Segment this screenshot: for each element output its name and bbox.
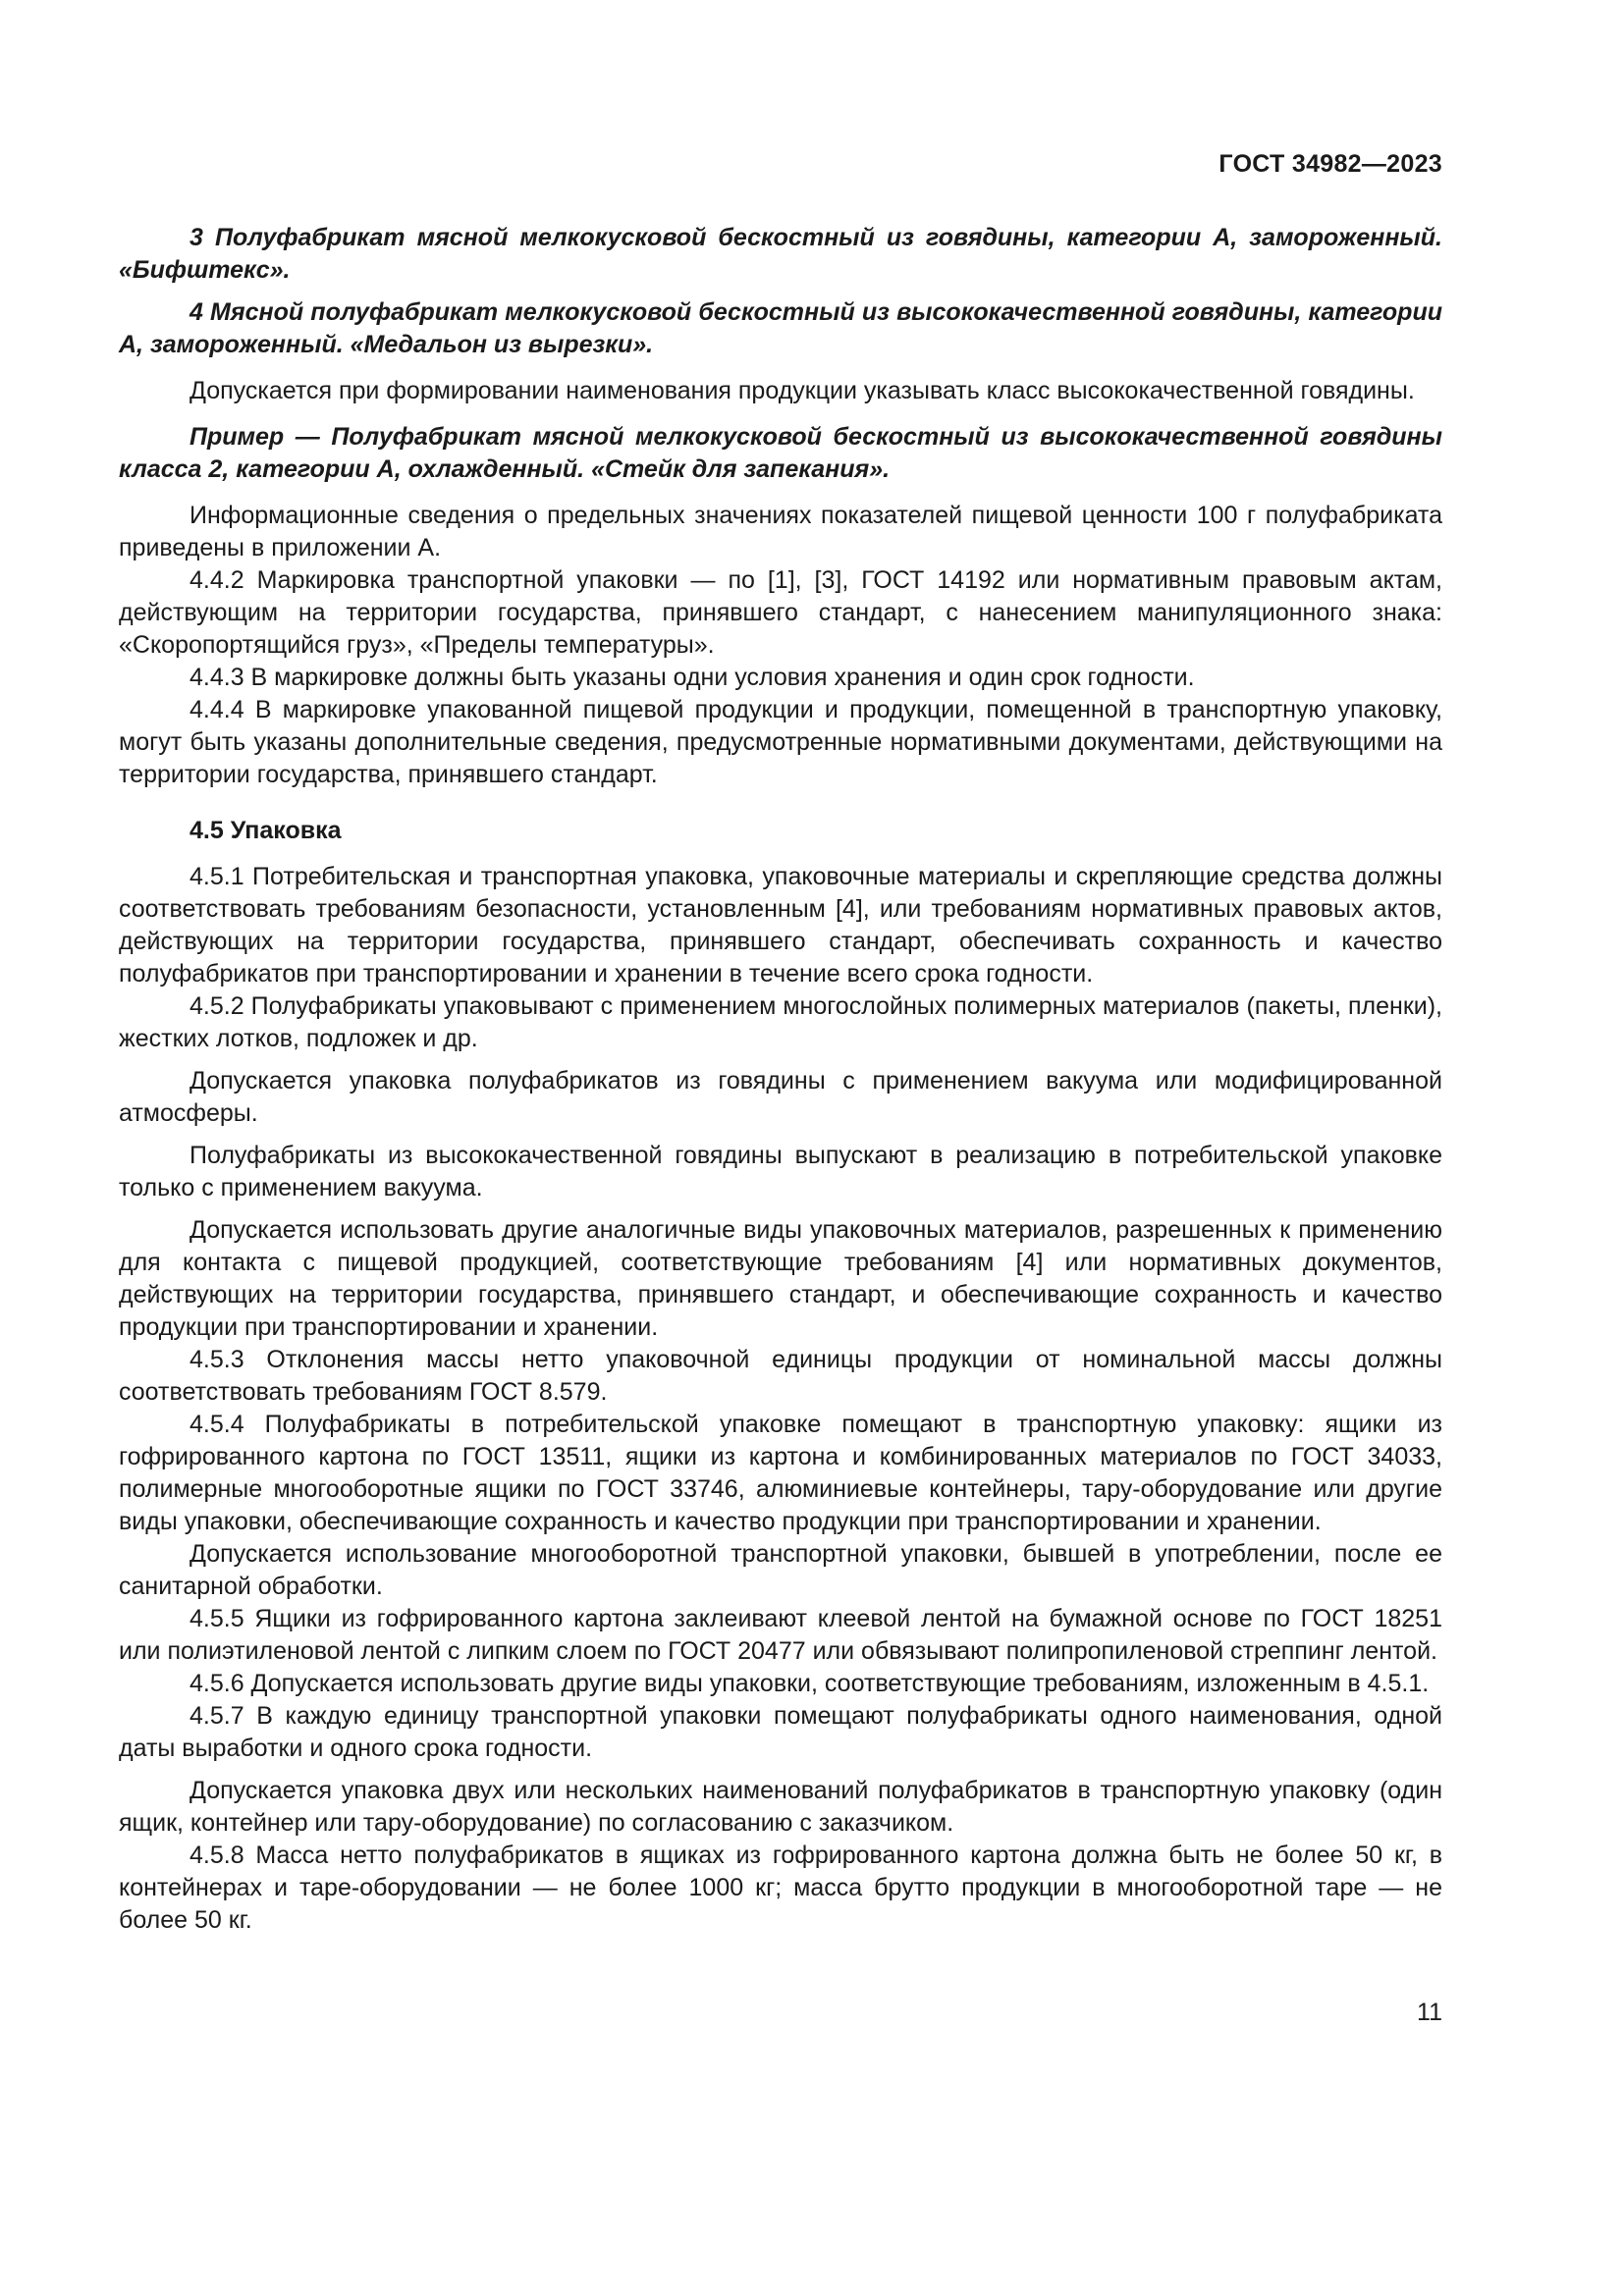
paragraph: Полуфабрикаты из высококачественной говядины выпускают в реализацию в потребительской упаковке только с применением вакуума. xyxy=(119,1142,1442,1201)
paragraph: Информационные сведения о предельных значениях показателей пищевой ценности 100 г полуфабриката приведены в приложении А. xyxy=(119,502,1442,561)
section-heading: 4.5 Упаковка xyxy=(189,817,342,844)
document-code-header: ГОСТ 34982—2023 xyxy=(1218,150,1442,178)
clause-4-4-4: 4.4.4 В маркировке упакованной пищевой продукции и продукции, помещенной в транспортную упаковку, могут быть указаны дополнительные сведения, предусмотренные нормативными документами, действующими на территории государства, принявшего стандарт. xyxy=(119,696,1442,788)
clause-4-5-8: 4.5.8 Масса нетто полуфабрикатов в ящиках из гофрированного картона должна быть не более 50 кг, в контейнерах и таре-оборудовании — не более 1000 кг; масса брутто продукции в многооборотной таре — не более 50 кг. xyxy=(119,1842,1442,1934)
page-number: 11 xyxy=(1417,1999,1442,2026)
example-item: 3 Полуфабрикат мясной мелкокусковой бескостный из говядины, категории А, замороженный. «Бифштекс». xyxy=(119,224,1442,284)
clause-4-5-4: 4.5.4 Полуфабрикаты в потребительской упаковке помещают в транспортную упаковку: ящики из гофрированного картона по ГОСТ 13511, ящики из картона и комбинированных материалов по ГОСТ 34033, полимерные многооборотные ящики по ГОСТ 33746, алюминиевые контейнеры, тару-оборудование или другие виды упаковки, обеспечивающие сохранность и качество продукции при транспортировании и хранении. xyxy=(119,1411,1442,1535)
clause-4-5-1: 4.5.1 Потребительская и транспортная упаковка, упаковочные материалы и скрепляющие средства должны соответствовать требованиям безопасности, установленным [4], или требованиям нормативных правовых актов, действующих на территории государства, принявшего стандарт, обеспечивать сохранность и качество полуфабрикатов при транспортировании и хранении в течение всего срока годности. xyxy=(119,863,1442,988)
paragraph: Допускается использование многооборотной транспортной упаковки, бывшей в употреблении, после ее санитарной обработки. xyxy=(119,1540,1442,1600)
example-note: Пример — Полуфабрикат мясной мелкокусковой бескостный из высококачественной говядины класса 2, категории А, охлажденный. «Стейк для запекания». xyxy=(119,423,1442,483)
clause-4-5-6: 4.5.6 Допускается использовать другие виды упаковки, соответствующие требованиям, изложенным в 4.5.1. xyxy=(189,1670,1430,1697)
clause-4-5-3: 4.5.3 Отклонения массы нетто упаковочной единицы продукции от номинальной массы должны соответствовать требованиям ГОСТ 8.579. xyxy=(119,1346,1442,1406)
clause-4-4-3: 4.4.3 В маркировке должны быть указаны одни условия хранения и один срок годности. xyxy=(189,664,1195,691)
paragraph: Допускается упаковка полуфабрикатов из говядины с применением вакуума или модифицированной атмосферы. xyxy=(119,1067,1442,1127)
clause-4-5-7: 4.5.7 В каждую единицу транспортной упаковки помещают полуфабрикаты одного наименования, одной даты выработки и одного срока годности. xyxy=(119,1702,1442,1762)
paragraph: Допускается использовать другие аналогичные виды упаковочных материалов, разрешенных к применению для контакта с пищевой продукцией, соответствующие требованиям [4] или нормативных документов, действующих на территории государства, принявшего стандарт, и обеспечивающие сохранность и качество продукции при транспортировании и хранении. xyxy=(119,1216,1442,1341)
example-item: 4 Мясной полуфабрикат мелкокусковой бескостный из высококачественной говядины, категории А, замороженный. «Медальон из вырезки». xyxy=(119,298,1442,358)
page-content xyxy=(119,222,1442,1937)
clause-4-5-5: 4.5.5 Ящики из гофрированного картона заклеивают клеевой лентой на бумажной основе по ГОСТ 18251 или полиэтиленовой лентой с липким слоем по ГОСТ 20477 или обвязывают полипропиленовой стреппинг лентой. xyxy=(119,1605,1442,1665)
paragraph: Допускается упаковка двух или нескольких наименований полуфабрикатов в транспортную упаковку (один ящик, контейнер или тару-оборудование) по согласованию с заказчиком. xyxy=(119,1777,1442,1837)
paragraph: Допускается при формировании наименования продукции указывать класс высококачественной говядины. xyxy=(189,377,1415,404)
clause-4-5-2: 4.5.2 Полуфабрикаты упаковывают с применением многослойных полимерных материалов (пакеты, пленки), жестких лотков, подложек и др. xyxy=(119,992,1442,1052)
clause-4-4-2: 4.4.2 Маркировка транспортной упаковки — по [1], [3], ГОСТ 14192 или нормативным правовым актам, действующим на территории государства, принявшего стандарт, с нанесением манипуляционного знака: «Скоропортящийся груз», «Пределы температуры». xyxy=(119,566,1442,659)
